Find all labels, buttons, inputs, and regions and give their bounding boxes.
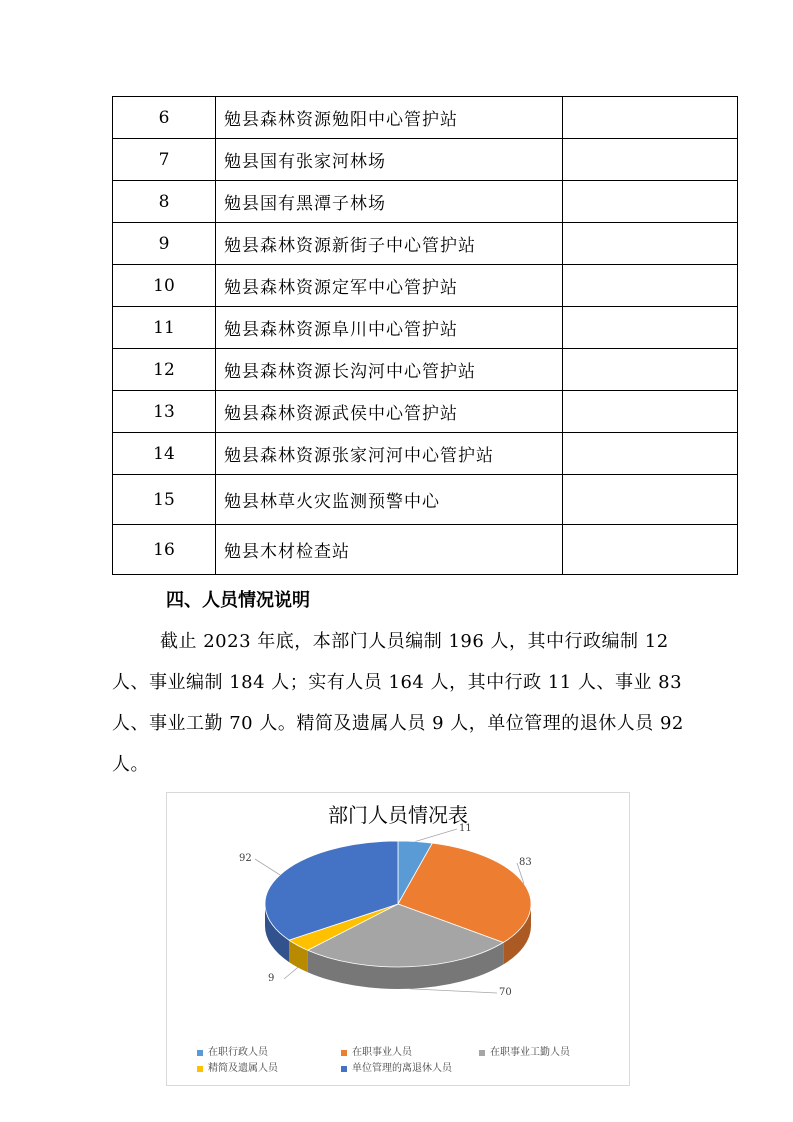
section-paragraph: 截止 2023 年底，本部门人员编制 196 人，其中行政编制 12 人、事业编制 184 人；实有人员 164 人，其中行政 11 人、事业 83 人、事业工勤 70 人。精简及遗属人员 9 人，单位管理的退休人员 92 人。 [112, 631, 684, 775]
table-row [113, 307, 738, 349]
legend-swatch [197, 1066, 203, 1072]
row-number: 16 [113, 525, 216, 575]
data-label-1: 83 [519, 857, 532, 868]
blank-cell [563, 139, 738, 181]
legend-item-1 [341, 1043, 412, 1058]
row-number: 7 [113, 139, 216, 181]
chart-title: 部门人员情况表 [328, 803, 468, 827]
row-number: 15 [113, 475, 216, 525]
legend-item-0 [197, 1043, 268, 1058]
table-row [113, 223, 738, 265]
unit-name: 勉县国有张家河林场 [216, 139, 563, 181]
table-row [113, 265, 738, 307]
data-label-4: 92 [239, 853, 252, 864]
unit-name: 勉县森林资源定军中心管护站 [216, 265, 563, 307]
row-number: 12 [113, 349, 216, 391]
unit-name: 勉县森林资源张家河河中心管护站 [216, 433, 563, 475]
legend-swatch [341, 1050, 347, 1056]
blank-cell [563, 181, 738, 223]
blank-cell [563, 475, 738, 525]
leader-line-3 [284, 967, 298, 979]
data-label-3: 9 [268, 973, 275, 984]
table-row [113, 525, 738, 575]
legend-label: 精简及遗属人员 [208, 1063, 278, 1074]
station-table [112, 96, 738, 575]
legend-swatch [341, 1066, 347, 1072]
data-label-2: 70 [499, 987, 512, 998]
row-number: 14 [113, 433, 216, 475]
unit-name: 勉县国有黑潭子林场 [216, 181, 563, 223]
staff-pie-chart [166, 792, 630, 1086]
leader-line-0 [415, 829, 457, 842]
blank-cell [563, 349, 738, 391]
table-row [113, 391, 738, 433]
legend-label: 在职事业人员 [352, 1047, 412, 1058]
table-row [113, 433, 738, 475]
data-label-0: 11 [459, 823, 472, 834]
blank-cell [563, 97, 738, 139]
leader-line-2 [409, 989, 497, 993]
unit-name: 勉县森林资源阜川中心管护站 [216, 307, 563, 349]
legend-swatch [479, 1050, 485, 1056]
blank-cell [563, 433, 738, 475]
blank-cell [563, 223, 738, 265]
row-number: 10 [113, 265, 216, 307]
unit-name: 勉县森林资源武侯中心管护站 [216, 391, 563, 433]
row-number: 8 [113, 181, 216, 223]
legend-label: 单位管理的离退休人员 [352, 1063, 452, 1074]
leader-line-4 [255, 859, 280, 875]
row-number: 13 [113, 391, 216, 433]
pie-svg [167, 793, 629, 1085]
row-number: 6 [113, 97, 216, 139]
blank-cell [563, 391, 738, 433]
table-row [113, 181, 738, 223]
legend-item-3 [197, 1059, 278, 1074]
legend-item-4 [341, 1059, 452, 1074]
table-row [113, 139, 738, 181]
row-number: 11 [113, 307, 216, 349]
section-heading: 四、人员情况说明 [166, 590, 310, 611]
legend-label: 在职事业工勤人员 [490, 1047, 570, 1058]
unit-name: 勉县森林资源新街子中心管护站 [216, 223, 563, 265]
blank-cell [563, 265, 738, 307]
legend-item-2 [479, 1043, 570, 1058]
blank-cell [563, 525, 738, 575]
unit-name: 勉县森林资源长沟河中心管护站 [216, 349, 563, 391]
unit-name: 勉县木材检查站 [216, 525, 563, 575]
table-row [113, 349, 738, 391]
unit-name: 勉县森林资源勉阳中心管护站 [216, 97, 563, 139]
table-row [113, 475, 738, 525]
table-row [113, 97, 738, 139]
row-number: 9 [113, 223, 216, 265]
unit-name: 勉县林草火灾监测预警中心 [216, 475, 563, 525]
legend-swatch [197, 1050, 203, 1056]
legend-label: 在职行政人员 [208, 1047, 268, 1058]
blank-cell [563, 307, 738, 349]
